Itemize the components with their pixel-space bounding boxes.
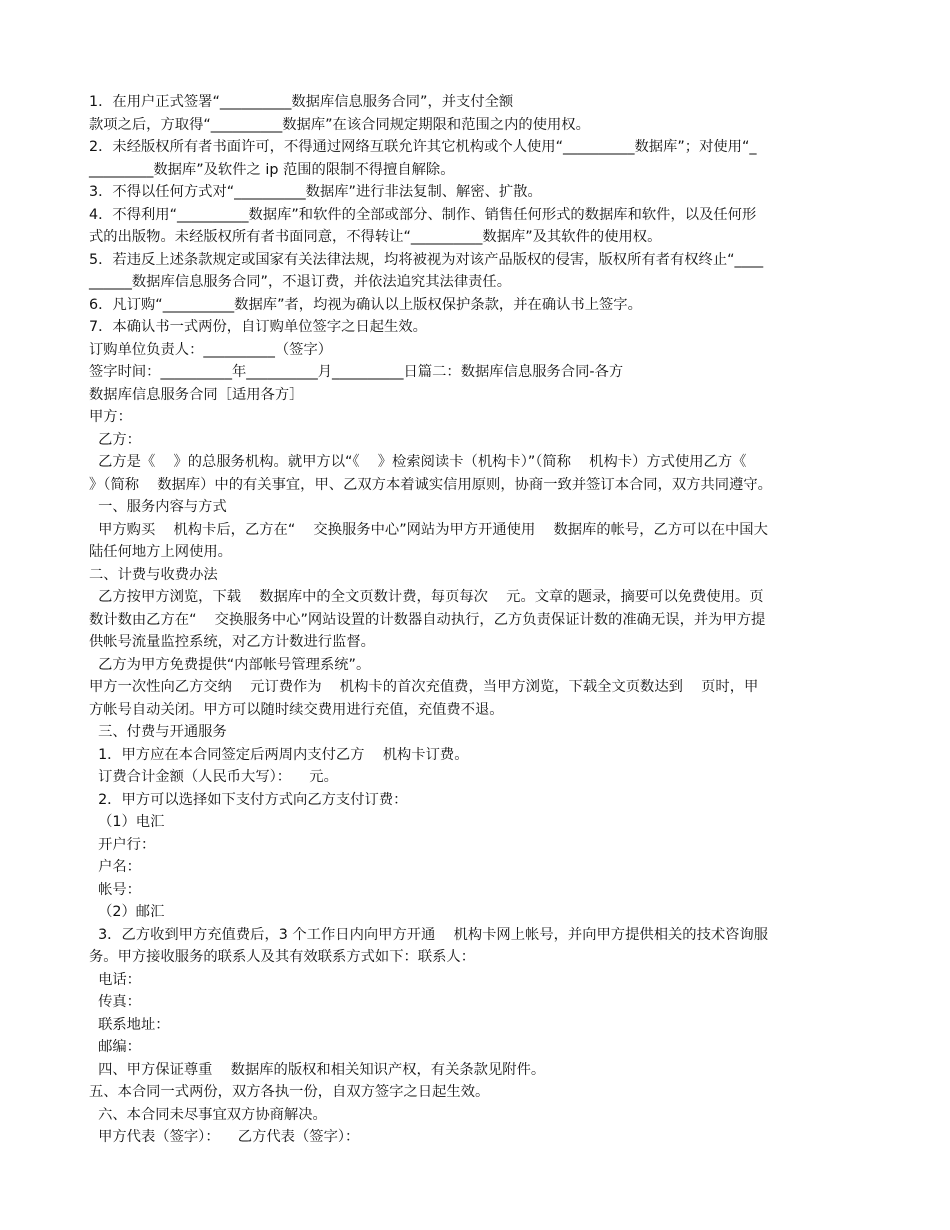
text-line: 7．本确认书一式两份，自订购单位签字之日起生效。 xyxy=(89,319,427,335)
text-line: 签字时间：__________年__________月__________日篇二：数据库信息服务合同-各方 xyxy=(89,364,624,380)
text-line: （1）电汇 xyxy=(89,814,165,830)
text-line: 1．甲方应在本合同签定后两周内支付乙方 机构卡订费。 xyxy=(89,746,469,763)
text-line: 联系地址： xyxy=(89,1016,170,1033)
text-line: 一、服务内容与方式 xyxy=(89,499,227,515)
text-line: 供帐号流量监控系统，对乙方计数进行监督。 xyxy=(89,634,375,650)
text-line: 六、本合同未尽事宜双方协商解决。 xyxy=(89,1106,327,1123)
text-line: 3．不得以任何方式对“__________数据库”进行非法复制、解密、扩散。 xyxy=(89,184,542,200)
text-line: 乙方： xyxy=(89,431,141,448)
text-line: 5．若违反上述条款规定或国家有关法律法规，均将被视为对该产品版权的侵害，版权所有者有权终止“____ xyxy=(89,251,764,268)
text-line: 陆任何地方上网使用。 xyxy=(89,544,232,560)
text-line: 五、本合同一式两份，双方各执一份，自双方签字之日起生效。 xyxy=(89,1084,490,1100)
text-line: （2）邮汇 xyxy=(89,904,165,920)
text-line: 式的出版物。未经版权所有者书面同意，不得转让“__________数据库”及其软件的使用权。 xyxy=(89,229,662,245)
text-line: 甲方： xyxy=(89,409,132,425)
text-line: 订费合计金额（人民币大写）： 元。 xyxy=(89,769,338,785)
text-line: 乙方是《 》的总服务机构。就甲方以“《 》检索阅读卡（机构卡）”（简称 机构卡）方式使用乙方《 xyxy=(89,454,747,470)
text-line: 》（简称 数据库）中的有关事宜，甲、乙双方本着诚实信用原则，协商一致并签订本合同，双方共同遵守。 xyxy=(89,476,772,493)
text-line: 方帐号自动关闭。甲方可以随时续交费用进行充值，充值费不退。 xyxy=(89,701,504,718)
text-line: ______数据库信息服务合同”，不退订费，并依法追究其法律责任。 xyxy=(89,274,512,290)
text-line: 乙方为甲方免费提供“内部帐号管理系统”。 xyxy=(89,656,371,673)
text-line: 款项之后，方取得“__________数据库”在该合同规定期限和范围之内的使用权。 xyxy=(89,116,590,133)
text-line: _________数据库”及软件之 ip 范围的限制不得擅自解除。 xyxy=(89,161,455,178)
text-line: 电话： xyxy=(89,971,141,988)
text-line: 4．不得利用“__________数据库”和软件的全部或部分、制作、销售任何形式的数据库和软件，以及任何形 xyxy=(89,206,757,223)
text-line: 传真： xyxy=(89,994,141,1010)
text-line: 户名： xyxy=(89,859,141,875)
text-line: 帐号： xyxy=(89,881,141,898)
text-line: 开户行： xyxy=(89,836,156,853)
text-line: 6．凡订购“__________数据库”者，均视为确认以上版权保护条款，并在确认书上签字。 xyxy=(89,296,642,313)
text-line: 务。甲方接收服务的联系人及其有效联系方式如下：联系人： xyxy=(89,949,476,965)
text-line: 数计数由乙方在“ 交换服务中心”网站设置的计数器自动执行，乙方负责保证计数的准确无误，并为甲方提 xyxy=(89,611,766,628)
text-line: 甲方一次性向乙方交纳 元订费作为 机构卡的首次充值费，当甲方浏览，下载全文页数达到 页时，甲 xyxy=(89,679,759,695)
text-line: 订购单位负责人：__________（签字） xyxy=(89,341,333,358)
text-line: 3．乙方收到甲方充值费后，3 个工作日内向甲方开通 机构卡网上帐号，并向甲方提供相关的技术咨询服 xyxy=(89,926,769,943)
text-line: 乙方按甲方浏览，下载 数据库中的全文页数计费，每页每次 元。文章的题录，摘要可以免费使用。页 xyxy=(89,589,764,605)
text-line: 2．未经版权所有者书面许可，不得通过网络互联允许其它机构或个人使用“__________数据库”；对使用“_ xyxy=(89,139,757,155)
text-line: 1．在用户正式签署“__________数据库信息服务合同”，并支付全额 xyxy=(89,94,514,110)
text-line: 邮编： xyxy=(89,1039,141,1055)
text-line: 数据库信息服务合同［适用各方］ xyxy=(89,386,304,403)
text-line: 三、付费与开通服务 xyxy=(89,724,227,740)
text-line: 2．甲方可以选择如下支付方式向乙方支付订费： xyxy=(89,791,408,808)
text-line: 四、甲方保证尊重 数据库的版权和相关知识产权，有关条款见附件。 xyxy=(89,1061,546,1078)
text-line: 甲方代表（签字）： 乙方代表（签字）： xyxy=(89,1129,360,1145)
text-line: 二、计费与收费办法 xyxy=(89,566,218,583)
document-body xyxy=(89,91,879,1149)
text-line: 甲方购买 机构卡后，乙方在“ 交换服务中心”网站为甲方开通使用 数据库的帐号，乙方可以在中国大 xyxy=(89,521,768,538)
